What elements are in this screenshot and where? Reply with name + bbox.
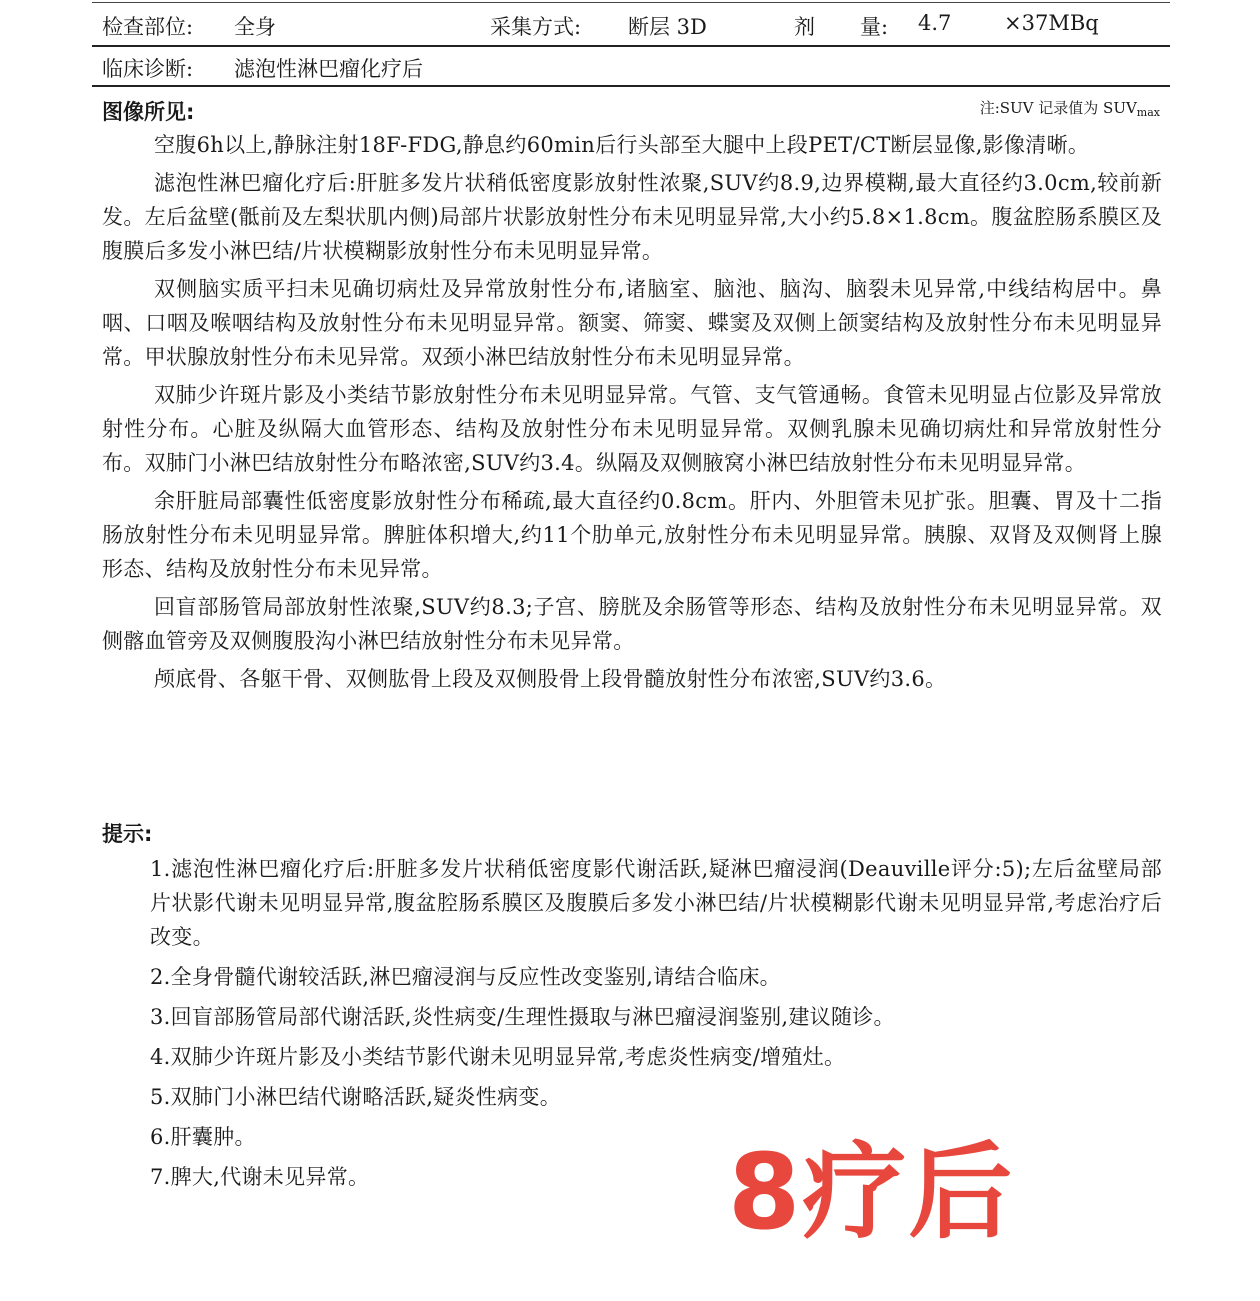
clinical-diagnosis-label: 临床诊断: <box>102 57 194 81</box>
findings-paragraph: 双侧脑实质平扫未见确切病灶及异常放射性分布,诸脑室、脑池、脑沟、脑裂未见异常,中线结构居中。鼻咽、口咽及喉咽结构及放射性分布未见明显异常。额窦、筛窦、蝶窦及双侧上颌窦结构及放射性分布未见明显异常。甲状腺放射性分布未见异常。双颈小淋巴结放射性分布未见明显异常。 <box>102 277 1162 369</box>
findings-paragraph: 颅底骨、各躯干骨、双侧肱骨上段及双侧股骨上段骨髓放射性分布浓密,SUV约3.6。 <box>154 667 947 691</box>
suv-note-text: 注:SUV 记录值为 SUV <box>979 99 1137 117</box>
dose-label-part2: 量: <box>860 15 889 39</box>
impression-item: 7.脾大,代谢未见异常。 <box>150 1165 370 1189</box>
findings-paragraph: 滤泡性淋巴瘤化疗后:肝脏多发片状稍低密度影放射性浓聚,SUV约8.9,边界模糊,最大直径约3.0cm,较前新发。左后盆壁(骶前及左梨状肌内侧)局部片状影放射性分布未见明显异常,大小约5.8×1.8cm。腹盆腔肠系膜区及腹膜后多发小淋巴结/片状模糊影放射性分布未见明显异常。 <box>102 171 1162 263</box>
suv-note-subscript: max <box>1136 106 1160 119</box>
exam-site-value: 全身 <box>234 15 276 39</box>
impression-item: 3.回盲部肠管局部代谢活跃,炎性病变/生理性摄取与淋巴瘤浸润鉴别,建议随诊。 <box>150 1005 895 1029</box>
acquisition-method-label: 采集方式: <box>490 15 582 39</box>
header-row-exam <box>92 3 1170 47</box>
header-row-diagnosis <box>92 45 1170 87</box>
impression-item: 1.滤泡性淋巴瘤化疗后:肝脏多发片状稍低密度影代谢活跃,疑淋巴瘤浸润(Deauville评分:5);左后盆壁局部片状影代谢未见明显异常,腹盆腔肠系膜区及腹膜后多发小淋巴结/片状模糊影代谢未见明显异常,考虑治疗后改变。 <box>150 857 1162 949</box>
impression-item: 4.双肺少许斑片影及小类结节影代谢未见明显异常,考虑炎性病变/增殖灶。 <box>150 1045 846 1069</box>
acquisition-method-value: 断层 3D <box>628 15 707 39</box>
findings-body <box>102 128 1162 700</box>
exam-site-label: 检查部位: <box>102 15 194 39</box>
impression-item: 5.双肺门小淋巴结代谢略活跃,疑炎性病变。 <box>150 1085 562 1109</box>
dose-value: 4.7 <box>918 11 952 35</box>
findings-paragraph: 空腹6h以上,静脉注射18F-FDG,静息约60min后行头部至大腿中上段PET/CT断层显像,影像清晰。 <box>154 133 1090 157</box>
handwritten-annotation: 8疗后 <box>728 1131 1015 1253</box>
dose-unit: ×37MBq <box>1004 11 1099 35</box>
clinical-diagnosis-value: 滤泡性淋巴瘤化疗后 <box>234 57 423 81</box>
dose-label-part1: 剂 <box>794 15 815 39</box>
findings-title: 图像所见: <box>102 100 195 124</box>
suv-note <box>980 97 1160 119</box>
findings-paragraph: 双肺少许斑片影及小类结节影放射性分布未见明显异常。气管、支气管通畅。食管未见明显占位影及异常放射性分布。心脏及纵隔大血管形态、结构及放射性分布未见明显异常。双侧乳腺未见确切病灶和异常放射性分布。双肺门小淋巴结放射性分布略浓密,SUV约3.4。纵隔及双侧腋窝小淋巴结放射性分布未见明显异常。 <box>102 383 1162 475</box>
impression-title: 提示: <box>102 822 153 846</box>
findings-paragraph: 回盲部肠管局部放射性浓聚,SUV约8.3;子宫、膀胱及余肠管等形态、结构及放射性分布未见明显异常。双侧髂血管旁及双侧腹股沟小淋巴结放射性分布未见异常。 <box>102 595 1162 653</box>
findings-paragraph: 余肝脏局部囊性低密度影放射性分布稀疏,最大直径约0.8cm。肝内、外胆管未见扩张。胆囊、胃及十二指肠放射性分布未见明显异常。脾脏体积增大,约11个肋单元,放射性分布未见明显异常。胰腺、双肾及双侧肾上腺形态、结构及放射性分布未见异常。 <box>102 489 1162 581</box>
impression-item: 2.全身骨髓代谢较活跃,淋巴瘤浸润与反应性改变鉴别,请结合临床。 <box>150 965 781 989</box>
impression-item: 6.肝囊肿。 <box>150 1125 256 1149</box>
